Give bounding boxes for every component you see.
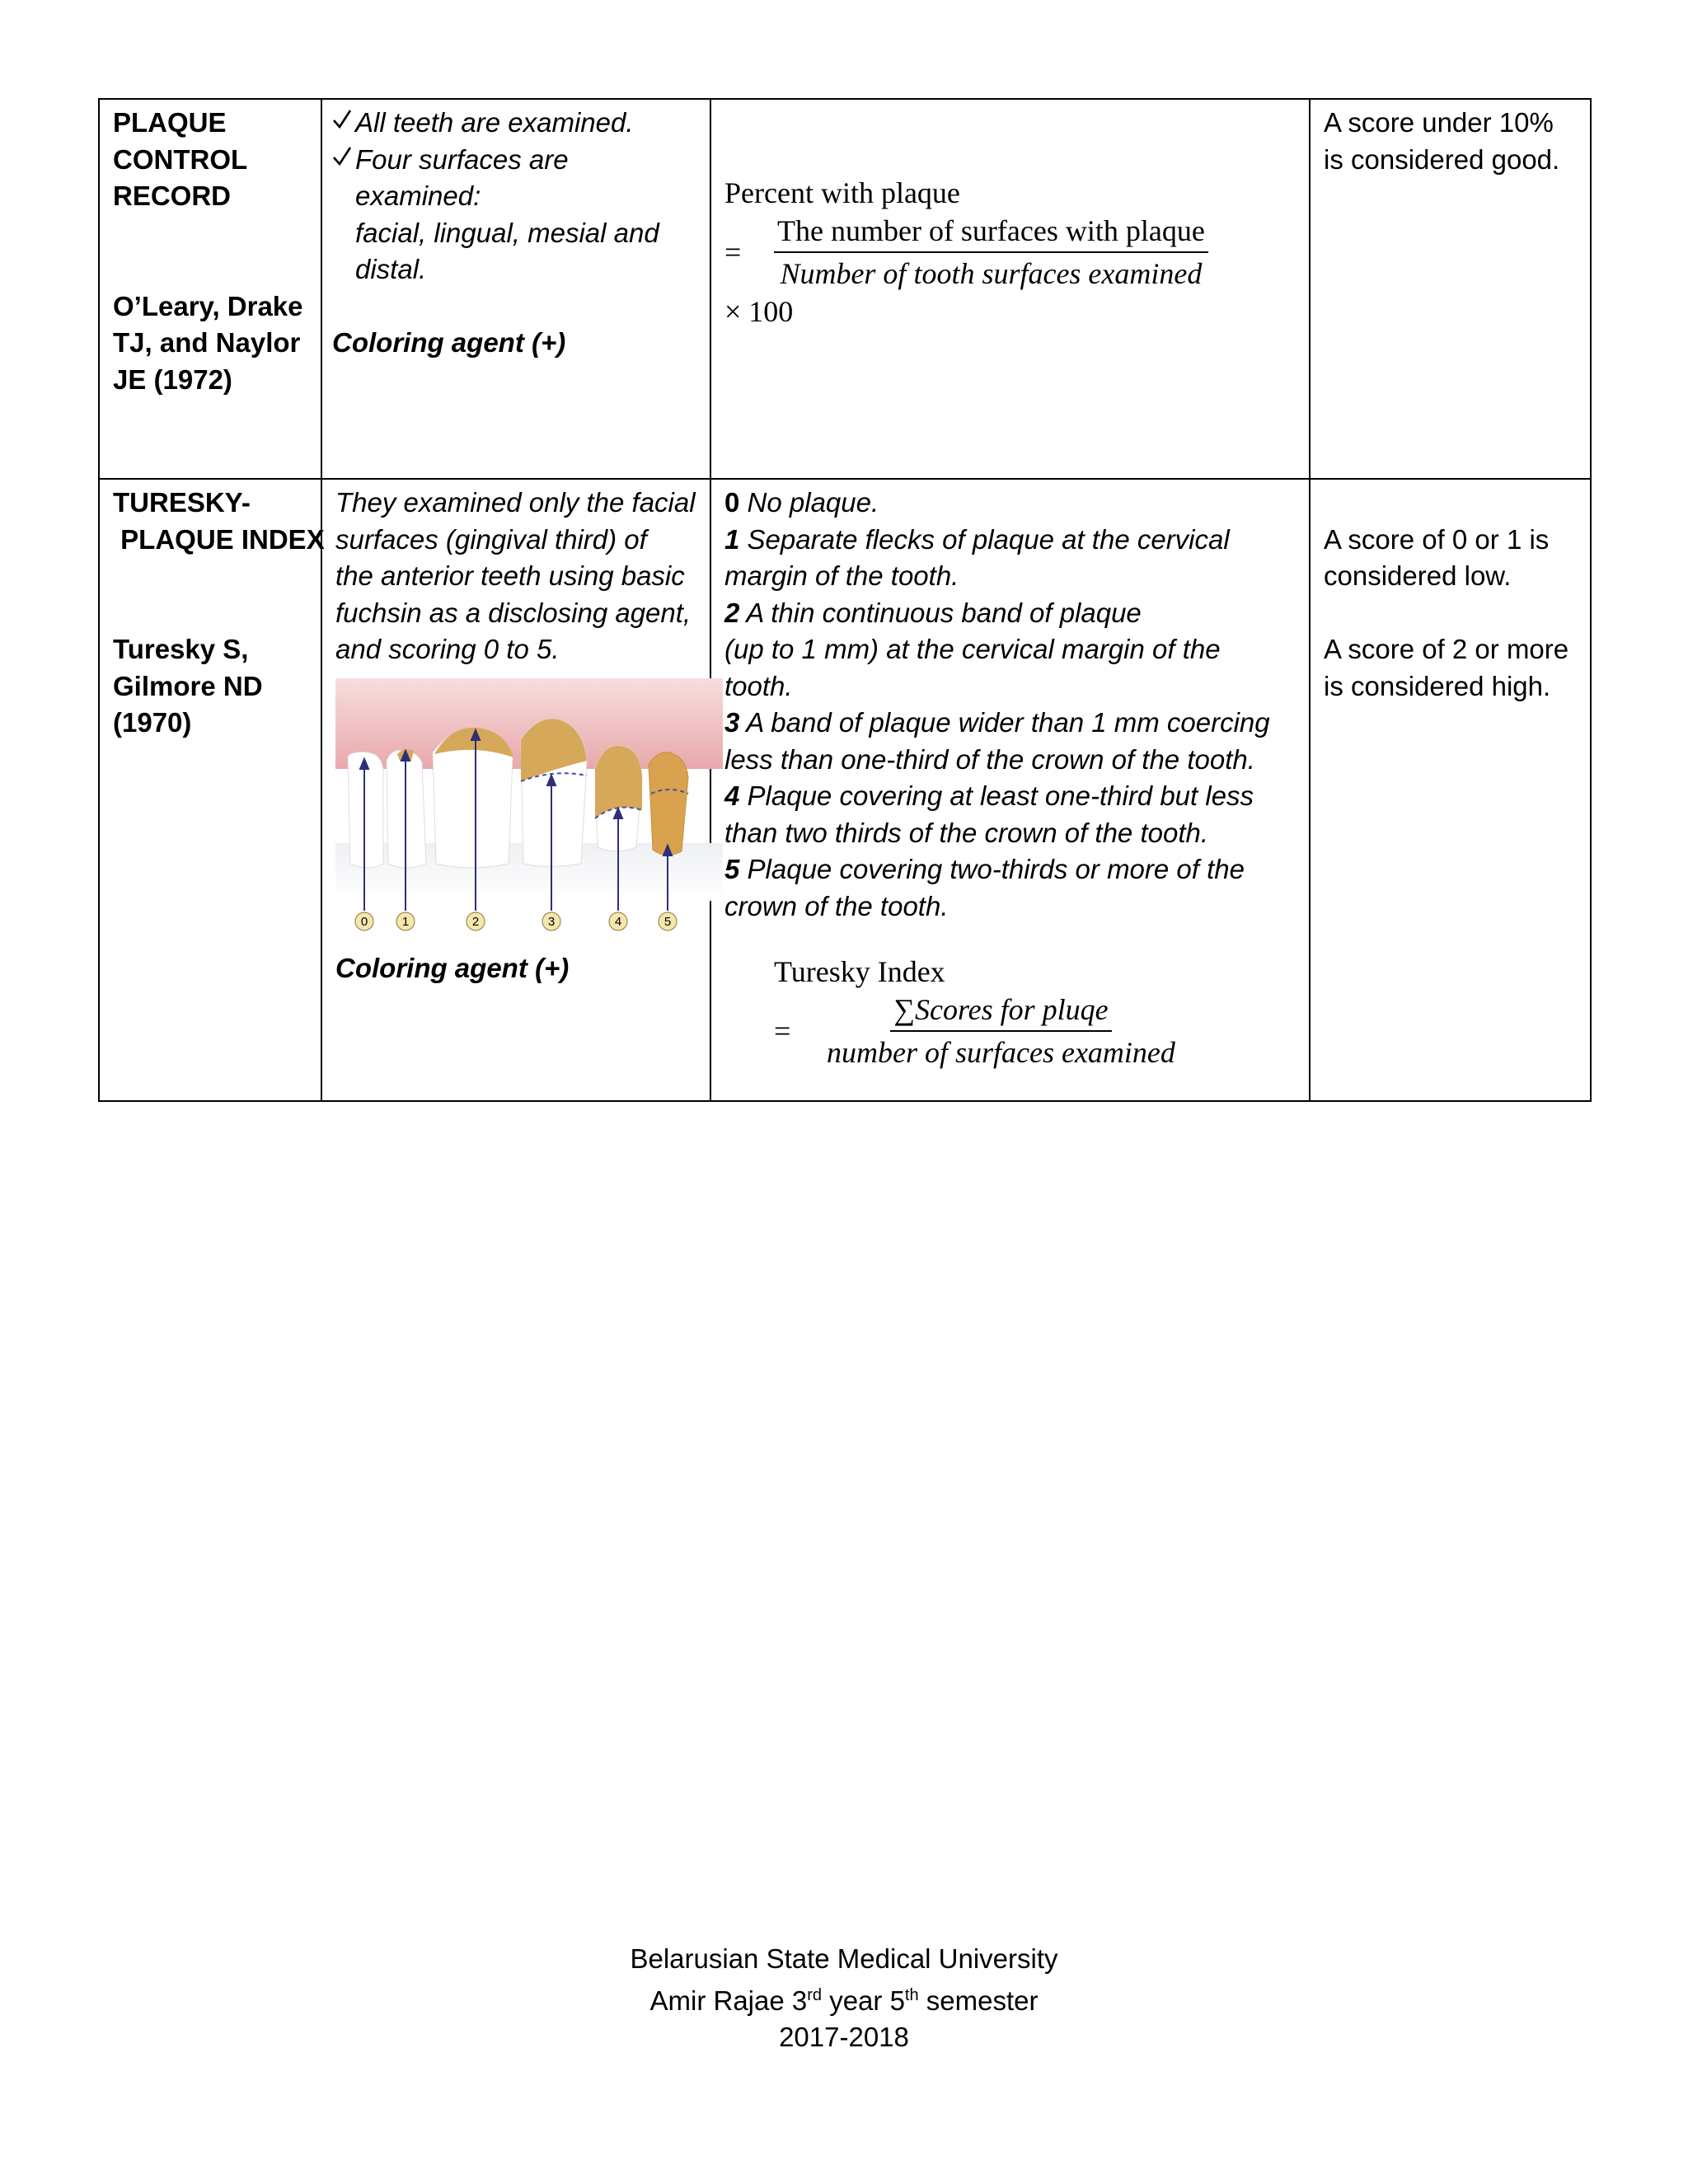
description-line: They examined only the facial bbox=[335, 487, 696, 518]
score-item bbox=[724, 485, 1296, 522]
table-row-turesky-plaque-index bbox=[99, 479, 1591, 1101]
score-number: 2 bbox=[724, 597, 740, 628]
score-item bbox=[724, 595, 1296, 632]
score-text: tooth. bbox=[724, 670, 793, 701]
row1-formula-cell bbox=[710, 99, 1310, 479]
equals-sign: = bbox=[774, 1015, 791, 1047]
score-label: 2 bbox=[471, 914, 480, 929]
formula-numerator: ∑Scores for pluqe bbox=[890, 991, 1111, 1032]
equals-sign: = bbox=[724, 236, 742, 269]
checklist-item bbox=[332, 142, 696, 215]
footer-years: 2017-2018 bbox=[779, 2022, 909, 2052]
interpretation-line: A score under 10% bbox=[1324, 107, 1554, 138]
checklist-continuation: facial, lingual, mesial and bbox=[355, 217, 659, 248]
coloring-agent-label: Coloring agent (+) bbox=[332, 327, 566, 358]
row1-method-cell bbox=[321, 99, 710, 479]
footer-superscript: th bbox=[904, 1986, 919, 2004]
formula-title: Percent with plaque bbox=[724, 176, 960, 209]
interpretation-line: A score of 2 or more bbox=[1324, 634, 1569, 664]
score-text: Plaque covering at least one-third but less bbox=[739, 780, 1254, 811]
plaque-shape bbox=[649, 752, 688, 855]
footer-author-text: year 5 bbox=[822, 1985, 905, 2016]
score-number: 0 bbox=[724, 487, 740, 518]
row2-author-line: Gilmore ND bbox=[113, 670, 263, 701]
interpretation-line: A score of 0 or 1 is bbox=[1324, 523, 1550, 555]
footer-author-text: Amir Rajae 3 bbox=[649, 1985, 808, 2016]
score-text: margin of the tooth. bbox=[724, 560, 959, 591]
row1-name-cell bbox=[99, 99, 321, 479]
score-item bbox=[724, 705, 1296, 742]
description-line: fuchsin as a disclosing agent, bbox=[335, 597, 692, 628]
score-text: No plaque. bbox=[739, 487, 879, 518]
footer-author-text: semester bbox=[918, 1985, 1039, 2016]
coloring-agent-label: Coloring agent (+) bbox=[335, 952, 570, 983]
interpretation-line: considered low. bbox=[1324, 560, 1512, 591]
score-item bbox=[724, 851, 1296, 888]
formula-fraction bbox=[823, 991, 1179, 1071]
score-label: 1 bbox=[401, 914, 410, 929]
score-text: than two thirds of the crown of the tooth. bbox=[724, 817, 1209, 848]
score-text: Separate flecks of plaque at the cervical bbox=[739, 523, 1230, 555]
footer-university: Belarusian State Medical University bbox=[630, 1943, 1058, 1974]
row1-name-line: CONTROL bbox=[113, 143, 248, 175]
plaque-index-table bbox=[98, 98, 1592, 1102]
checklist-item bbox=[332, 105, 696, 142]
score-item bbox=[724, 778, 1296, 815]
score-label: 3 bbox=[547, 914, 556, 929]
row2-method-cell bbox=[321, 479, 710, 1101]
row1-author-line: TJ, and Naylor bbox=[113, 327, 301, 358]
description-line: the anterior teeth using basic bbox=[335, 560, 685, 591]
row2-name-line: TURESKY- bbox=[113, 487, 251, 518]
formula-fraction bbox=[774, 212, 1208, 293]
score-text: less than one-third of the crown of the tooth. bbox=[724, 743, 1255, 775]
score-text: A band of plaque wider than 1 mm coercing bbox=[739, 707, 1270, 738]
checkmark-icon bbox=[332, 105, 355, 142]
score-number: 3 bbox=[724, 707, 740, 738]
row1-interpretation-cell bbox=[1310, 99, 1591, 479]
formula-denominator: number of surfaces examined bbox=[827, 1036, 1175, 1069]
description-line: surfaces (gingival third) of bbox=[335, 523, 647, 555]
formula-multiplier: × 100 bbox=[724, 295, 794, 328]
score-text: Plaque covering two-thirds or more of the bbox=[739, 854, 1245, 884]
score-label: 4 bbox=[614, 914, 622, 929]
score-text: A thin continuous band of plaque bbox=[739, 597, 1142, 628]
footer-superscript: rd bbox=[807, 1986, 823, 2004]
score-number: 5 bbox=[724, 854, 740, 884]
score-item bbox=[724, 522, 1296, 559]
score-label: 0 bbox=[360, 914, 368, 929]
checkmark-icon bbox=[332, 142, 355, 215]
score-text: crown of the tooth. bbox=[724, 890, 949, 921]
row1-name-line: RECORD bbox=[113, 180, 232, 211]
footer-author bbox=[0, 1977, 1688, 2019]
table-row-plaque-control-record bbox=[99, 99, 1591, 479]
row2-name-line: PLAQUE INDEX bbox=[113, 523, 325, 555]
formula-title: Turesky Index bbox=[774, 955, 945, 988]
row2-scores-cell bbox=[710, 479, 1310, 1101]
checklist-text: All teeth are examined. bbox=[355, 107, 634, 138]
page-footer bbox=[0, 1941, 1688, 2055]
formula-numerator: The number of surfaces with plaque bbox=[774, 212, 1208, 253]
interpretation-line: is considered high. bbox=[1324, 670, 1551, 701]
score-text: (up to 1 mm) at the cervical margin of the bbox=[724, 634, 1221, 664]
teeth-plaque-illustration bbox=[335, 678, 723, 942]
row2-interpretation-cell bbox=[1310, 479, 1591, 1101]
interpretation-line: is considered good. bbox=[1324, 143, 1560, 175]
description-line: and scoring 0 to 5. bbox=[335, 634, 560, 664]
row2-author-line: Turesky S, bbox=[113, 634, 249, 664]
score-label: 5 bbox=[663, 914, 672, 929]
row1-name-line: PLAQUE bbox=[113, 107, 227, 138]
row1-author-line: JE (1972) bbox=[113, 363, 232, 395]
score-number: 1 bbox=[724, 523, 740, 555]
checklist-continuation: distal. bbox=[355, 254, 427, 284]
tooth-score-labels bbox=[355, 912, 677, 930]
formula-denominator: Number of tooth surfaces examined bbox=[780, 257, 1203, 290]
row2-name-cell bbox=[99, 479, 325, 1101]
checklist-text: Four surfaces are examined: bbox=[355, 143, 569, 211]
score-number: 4 bbox=[724, 780, 740, 811]
row1-author-line: O’Leary, Drake bbox=[113, 290, 303, 321]
row2-author-line: (1970) bbox=[113, 707, 192, 738]
